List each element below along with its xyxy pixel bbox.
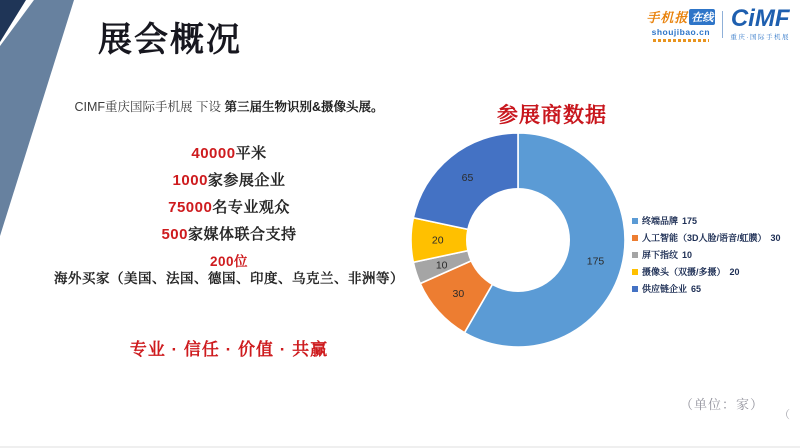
cimf-wordmark: CiMF — [730, 5, 790, 32]
shoujibao-tagline-decoration — [653, 39, 709, 42]
stat-label: 海外买家（美国、法国、德国、印度、乌克兰、非洲等） — [54, 271, 404, 286]
legend-label: 供应链企业 — [642, 284, 688, 294]
legend-marker-icon — [632, 218, 638, 224]
stat-visitors — [36, 199, 422, 216]
legend-label: 屏下指纹 — [642, 250, 679, 260]
stat-label: 平米 — [235, 145, 267, 162]
stat-value: 200位 — [209, 254, 249, 269]
exhibition-summary — [36, 97, 422, 360]
legend-label: 摄像头（双摄/多摄） — [642, 267, 726, 277]
corner-mark: （ — [779, 409, 790, 421]
logo-divider — [722, 11, 723, 38]
legend-marker-icon — [632, 286, 638, 292]
legend-item — [632, 214, 781, 227]
legend-value: 20 — [729, 267, 740, 277]
stat-value: 500 — [161, 226, 188, 243]
legend-label: 人工智能（3D人脸/语音/虹膜） — [642, 233, 767, 243]
donut-slice-label: 30 — [452, 288, 465, 301]
stat-value: 75000 — [168, 199, 213, 216]
stat-label: 名专业观众 — [212, 199, 290, 216]
donut-slice-label: 175 — [586, 255, 605, 268]
stat-value: 40000 — [191, 145, 236, 162]
shoujibao-badge-text: 在线 — [689, 9, 715, 25]
donut-slice-label: 20 — [431, 234, 444, 247]
shoujibao-script-text: 手机报 — [646, 10, 689, 25]
legend-item — [632, 231, 781, 244]
slogan: 专业 · 信任 · 价值 · 共赢 — [129, 340, 329, 359]
legend-marker-icon — [632, 252, 638, 258]
intro-bold-text: 第三届生物识别&摄像头展。 — [224, 100, 384, 114]
legend-value: 10 — [682, 250, 693, 260]
chart-legend — [632, 214, 781, 299]
shoujibao-domain: shoujibao.cn — [651, 27, 711, 37]
logo-bar — [646, 7, 790, 42]
intro-line — [36, 97, 422, 115]
stat-exhibitors — [36, 172, 422, 189]
donut-chart — [395, 120, 645, 365]
stat-area — [36, 145, 422, 162]
stat-label: 家媒体联合支持 — [188, 226, 297, 243]
legend-value: 65 — [691, 284, 702, 294]
legend-item — [632, 265, 781, 278]
donut-hole — [466, 188, 570, 292]
cimf-logo — [730, 7, 790, 41]
legend-item — [632, 248, 781, 261]
legend-value: 30 — [770, 233, 781, 243]
stat-media — [36, 226, 422, 243]
legend-value: 175 — [682, 216, 698, 226]
donut-slice-label: 10 — [435, 259, 448, 272]
chart-title: 参展商数据 — [497, 104, 607, 127]
stat-overseas-buyers — [36, 253, 422, 287]
shoujibao-logo — [646, 7, 715, 42]
unit-note: （单位：家） — [679, 397, 764, 412]
page-title: 展会概况 — [98, 21, 242, 59]
legend-label: 终端品牌 — [642, 216, 679, 226]
shoujibao-wordmark — [646, 7, 715, 26]
stat-value: 1000 — [172, 172, 208, 189]
legend-marker-icon — [632, 235, 638, 241]
cimf-subtitle: 重庆·国际手机展 — [730, 34, 790, 41]
stat-label: 家参展企业 — [207, 172, 286, 189]
legend-item — [632, 282, 781, 295]
legend-marker-icon — [632, 269, 638, 275]
intro-normal-text: CIMF重庆国际手机展 下设 — [74, 100, 225, 114]
donut-slice-label: 65 — [461, 172, 474, 185]
